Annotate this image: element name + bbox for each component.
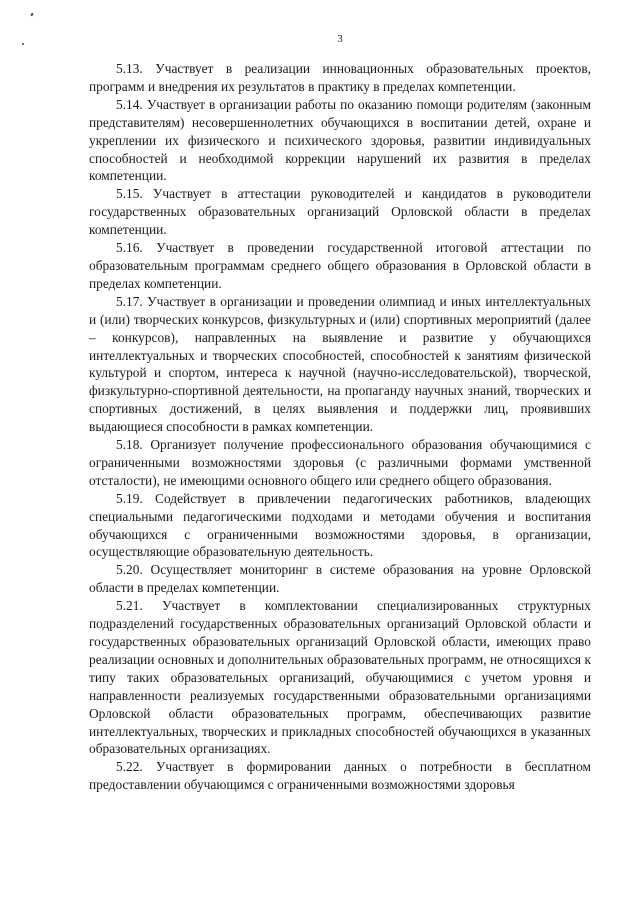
scan-speck bbox=[30, 13, 33, 17]
page-number: 3 bbox=[337, 33, 343, 45]
clause-5-14: 5.14. Участвует в организации работы по оказанию помощи родителям (законным представителям) несовершеннолетних обучающихся в воспитании детей, охране и укреплении их физического и психического здоровья, развитии индивидуальных способностей и необходимой коррекции нарушений их развития в пределах компетенции. bbox=[89, 96, 591, 184]
clause-5-21: 5.21. Участвует в комплектовании специализированных структурных подразделений государственных образовательных организаций Орловской области и государственных образовательных организаций Орловской области, имеющих право реализации основных и дополнительных образовательных программ, не относящихся к типу таких образовательных организаций, обучающимися с учетом уровня и направленности реализуемых государственными образовательными организациями Орловской области образовательных программ, обеспечивающих развитие интеллектуальных, творческих и прикладных способностей обучающихся в указанных образовательных организациях. bbox=[89, 598, 591, 757]
clause-5-17: 5.17. Участвует в организации и проведении олимпиад и иных интеллектуальных и (или) творческих конкурсов, физкультурных и (или) спортивных мероприятий (далее – конкурсов), направленных на выявление и развитие у обучающихся интеллектуальных и творческих способностей, способностей к занятиям физической культурой и спортом, интереса к научной (научно-исследовательской), творческой, физкультурно-спортивной деятельности, на пропаганду научных знаний, творческих и спортивных достижений, в целях выявления и поддержки лиц, проявивших выдающиеся способности в рамках компетенции. bbox=[89, 293, 591, 435]
clause-5-19: 5.19. Содействует в привлечении педагогических работников, владеющих специальными педагогическими подходами и методами обучения и воспитания обучающихся с ограниченными возможностями здоровья, в организации, осуществляющие образовательную деятельность. bbox=[89, 490, 591, 560]
document-body bbox=[89, 60, 591, 794]
clause-5-13: 5.13. Участвует в реализации инновационных образовательных проектов, программ и внедрения их результатов в практику в пределах компетенции. bbox=[89, 61, 591, 94]
clause-5-16: 5.16. Участвует в проведении государственной итоговой аттестации по образовательным программам среднего общего образования в Орловской области в пределах компетенции. bbox=[89, 240, 591, 291]
clause-5-15: 5.15. Участвует в аттестации руководителей и кандидатов в руководители государственных образовательных организаций Орловской области в пределах компетенции. bbox=[89, 186, 591, 238]
clause-5-18: 5.18. Организует получение профессионального образования обучающимися с ограниченными возможностями здоровья (с различными формами умственной отсталости), не имеющими основного общего или среднего общего образования. bbox=[89, 437, 591, 488]
clause-5-22: 5.22. Участвует в формировании данных о потребности в бесплатном предоставлении обучающимся с ограниченными возможностями здоровья bbox=[89, 759, 591, 793]
clause-5-20: 5.20. Осуществляет мониторинг в системе образования на уровне Орловской области в пределах компетенции. bbox=[89, 562, 591, 596]
